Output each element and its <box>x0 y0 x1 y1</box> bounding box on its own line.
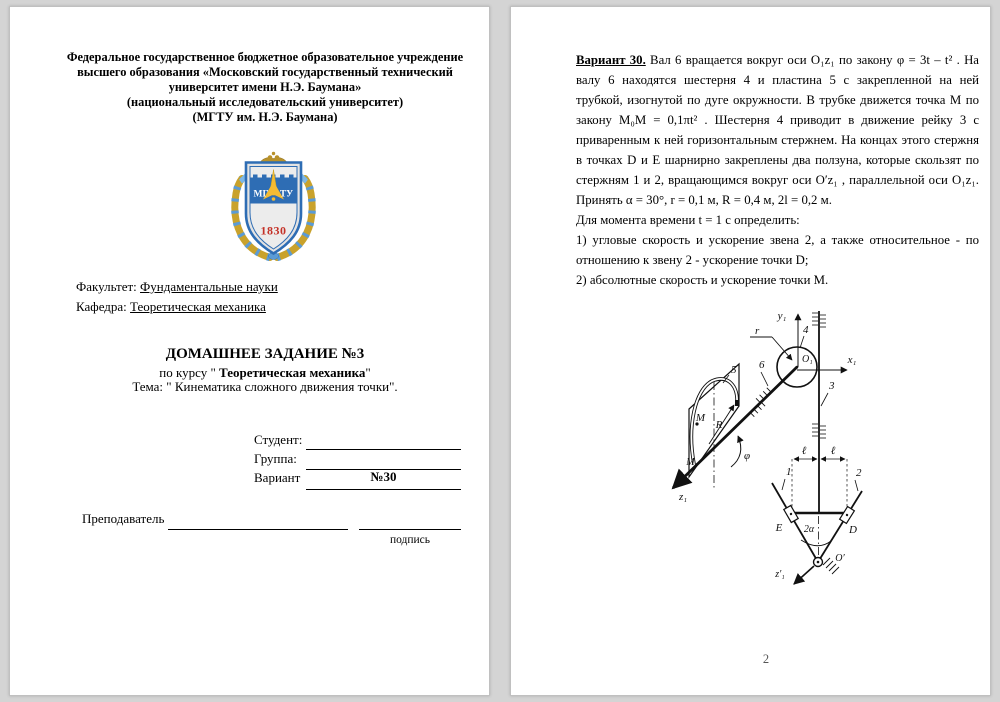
shaft-6-label: 6 <box>759 359 765 371</box>
gear-4-label: 4 <box>803 324 809 336</box>
rack-3-label: 3 <box>829 380 835 392</box>
task-page <box>510 6 991 696</box>
task-text <box>576 50 979 290</box>
o-prime-label: O′ <box>835 553 845 564</box>
department-label: Кафедра: <box>76 299 127 314</box>
point-E-label: E <box>775 522 783 534</box>
pivot-o-prime <box>774 553 845 584</box>
radius-R-label: R <box>715 419 723 431</box>
page-number: 2 <box>762 652 770 666</box>
emblem-abbr-left: МГ <box>253 189 269 200</box>
mechanism-diagram <box>651 304 886 604</box>
teacher-blank-line <box>168 529 348 530</box>
variant-underline <box>306 489 461 490</box>
emblem-abbr-right: ТУ <box>279 189 294 200</box>
angle-2alpha-label: 2α <box>803 524 815 535</box>
department-row <box>76 299 266 315</box>
university-header-line: Федеральное государственное бюджетное образовательное учреждение <box>66 50 464 64</box>
university-emblem <box>226 149 321 261</box>
task-paragraph <box>576 50 979 210</box>
group-label: Группа: <box>254 451 297 466</box>
department-value: Теоретическая механика <box>130 299 266 314</box>
plate-5 <box>685 364 739 489</box>
course-name: Теоретическая механика <box>219 365 366 380</box>
university-header <box>55 50 475 125</box>
slider-E <box>784 506 798 523</box>
student-blank-line <box>306 449 461 450</box>
variant-heading: Вариант 30. <box>576 53 646 67</box>
axis-x1-label: x₁ <box>847 354 857 366</box>
signature-blank-line <box>359 529 461 530</box>
teacher-label: Преподаватель <box>82 511 165 526</box>
axis-z1-prime-label: z′₁ <box>775 569 785 580</box>
university-header-line: (национальный исследовательский университет) <box>126 95 404 109</box>
task-paragraph: Для момента времени t = 1 с определить: <box>576 213 800 227</box>
student-label: Студент: <box>254 432 303 447</box>
linkage-assembly <box>772 466 862 562</box>
rod-1-label: 1 <box>786 466 792 478</box>
gear-4-label-group <box>800 324 809 348</box>
point-D-label: D <box>849 524 857 536</box>
rack-3 <box>812 311 835 513</box>
course-prefix: по курсу " <box>159 365 220 380</box>
angle-phi <box>731 436 750 467</box>
faculty-label: Факультет: <box>76 279 137 294</box>
university-header-line: (МГТУ им. Н.Э. Баумана) <box>192 110 338 124</box>
slider-D <box>840 507 855 524</box>
variant-value: №30 <box>370 469 397 484</box>
point-m-label: M <box>695 412 705 424</box>
axis-z1-label: z₁ <box>678 491 688 503</box>
radius-r-label: r <box>755 325 760 337</box>
assignment-theme: Тема: " Кинематика сложного движения точки". <box>132 379 398 394</box>
variant-label: Вариант <box>254 470 301 485</box>
tube-end <box>735 400 740 406</box>
signature-caption: подпись <box>389 534 431 546</box>
emblem-year: 1830 <box>260 223 287 238</box>
dim-l-right-label: ℓ <box>830 445 836 457</box>
university-header-line: высшего образования «Московский государственный технический <box>77 65 453 79</box>
origin-o1-label: O₁ <box>802 354 813 365</box>
plate-5-label: 5 <box>731 364 737 376</box>
shield <box>246 163 301 254</box>
angle-phi-label: φ <box>743 450 751 462</box>
title-page <box>9 6 490 696</box>
assignment-title: ДОМАШНЕЕ ЗАДАНИЕ №3 <box>165 346 365 362</box>
task-paragraph: 1) угловые скорость и ускорение звена 2, а также относительное - по отношению к звену 2 - ускорение точки D; <box>576 233 979 267</box>
task-paragraph: 2) абсолютные скорость и ускорение точки М. <box>576 273 829 287</box>
faculty-row <box>76 279 278 295</box>
faculty-value: Фундаментальные науки <box>140 279 278 294</box>
dim-l-left-label: ℓ <box>801 445 807 457</box>
point-m0-label: M₀ <box>686 457 698 468</box>
task-body: Вал 6 вращается вокруг оси O₁z₁ по закону φ = 3t – t² . На валу 6 находятся шестерня 4 и пластина 5 с закрепленной на ней трубкой, изогнутой по дуге окружности. В трубке движется точка М по закону М₀М = 0,1πt² . Шестерня 4 приводит в движение рейку 3 с приваренным к ней горизонтальным стержнем. На концах этого стержня в точках D и E шарнирно закреплены два ползуна, которые скользят по стержням 1 и 2, вращающимся вокруг оси O′z₁ , параллельной оси O₁z₁. Принять α = 30°, r = 0,1 м, R = 0,4 м, 2l = 0,2 м. <box>576 53 979 207</box>
axis-y1-label: y₁ <box>777 310 787 322</box>
university-header-line: университет имени Н.Э. Баумана» <box>168 80 362 94</box>
rod-2-label: 2 <box>856 467 862 479</box>
course-suffix: " <box>365 365 371 380</box>
